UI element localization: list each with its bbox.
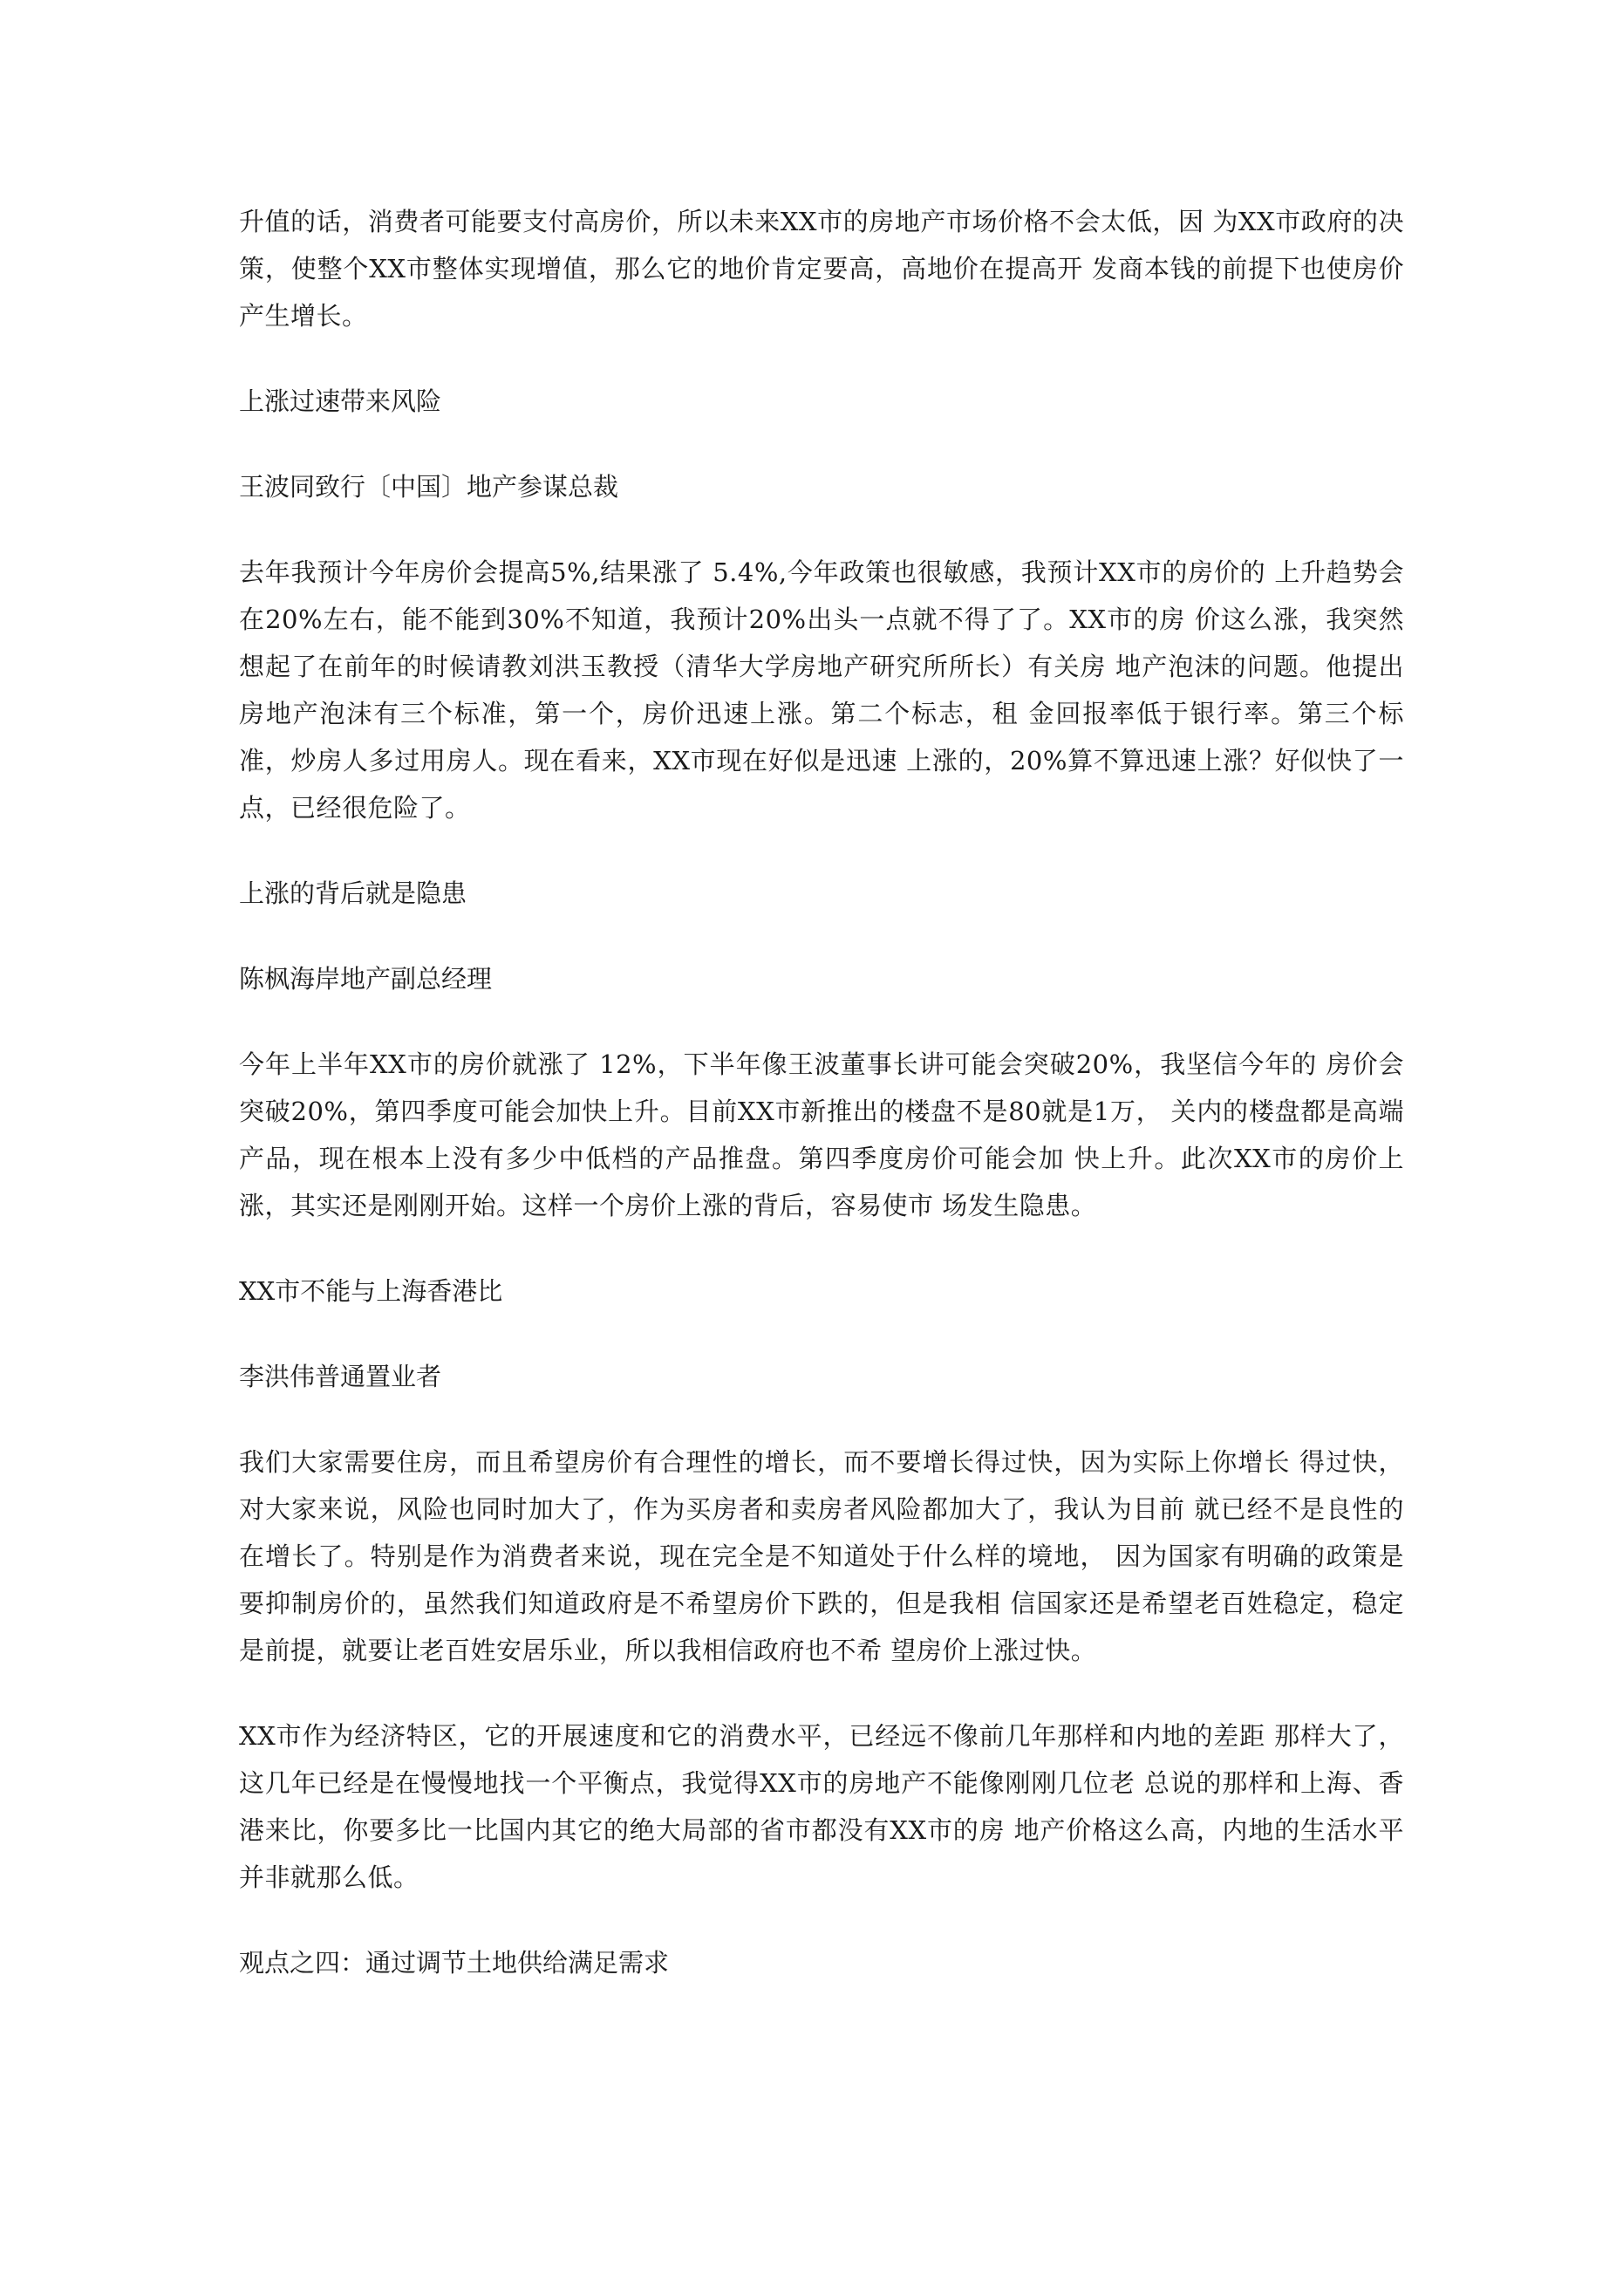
li-hongwei-paragraph-2: XX市作为经济特区，它的开展速度和它的消费水平，已经远不像前几年那样和内地的差距 那样大了，这几年已经是在慢慢地找一个平衡点，我觉得XX市的房地产不能像刚刚几位老 总说的那样和上海、香港来比，你要多比一比国内其它的绝大局部的省市都没有XX市的房 地产价格这么高，内地的生活水平并非就那么低。 xyxy=(239,1721,1404,1892)
chen-feng-paragraph: 今年上半年XX市的房价就涨了 12%，下半年像王波董事长讲可能会突破20%，我坚信今年的 房价会突破20%，第四季度可能会加快上升。目前XX市新推出的楼盘不是80就是1万， 关内的楼盘都是高端产品，现在根本上没有多少中低档的产品推盘。第四季度房价可能会加 快上升。此次XX市的房价上涨，其实还是刚刚开始。这样一个房价上涨的背后，容易使市 场发生隐患。 xyxy=(239,1049,1404,1220)
section-title-viewpoint-four: 观点之四：通过调节土地供给满足需求 xyxy=(239,1948,670,1978)
speaker-wang-bo: 王波同致行〔中国〕地产参谋总裁 xyxy=(239,472,619,502)
intro-paragraph: 升值的话，消费者可能要支付高房价，所以未来XX市的房地产市场价格不会太低，因 为XX市政府的决策，使整个XX市整体实现增值，那么它的地价肯定要高，高地价在提高开 发商本钱的前提下也使房价产生增长。 xyxy=(239,207,1404,331)
speaker-chen-feng: 陈枫海岸地产副总经理 xyxy=(239,964,493,994)
wang-bo-paragraph: 去年我预计今年房价会提高5%,结果涨了 5.4%,今年政策也很敏感，我预计XX市的房价的 上升趋势会在20%左右，能不能到30%不知道，我预计20%出头一点就不得了了。XX市的房 价这么涨，我突然想起了在前年的时候请教刘洪玉教授（清华大学房地产研究所所长）有关房 地产泡沫的问题。他提出房地产泡沫有三个标准，第一个，房价迅速上涨。第二个标志，租 金回报率低于银行率。第三个标准，炒房人多过用房人。现在看来，XX市现在好似是迅速 上涨的，20%算不算迅速上涨？好似快了一点，已经很危险了。 xyxy=(239,557,1404,823)
section-title-rising-risk: 上涨过速带来风险 xyxy=(239,386,442,416)
li-hongwei-paragraph-1: 我们大家需要住房，而且希望房价有合理性的增长，而不要增长得过快，因为实际上你增长 得过快，对大家来说，风险也同时加大了，作为买房者和卖房者风险都加大了，我认为目前 就已经不是良性的在增长了。特别是作为消费者来说，现在完全是不知道处于什么样的境地， 因为国家有明确的政策是要抑制房价的，虽然我们知道政府是不希望房价下跌的，但是我相 信国家还是希望老百姓稳定，稳定是前提，就要让老百姓安居乐业，所以我相信政府也不希 望房价上涨过快。 xyxy=(239,1447,1404,1665)
speaker-li-hongwei: 李洪伟普通置业者 xyxy=(239,1362,442,1391)
section-title-not-compare: XX市不能与上海香港比 xyxy=(239,1276,503,1306)
section-title-hidden-danger: 上涨的背后就是隐患 xyxy=(239,878,467,908)
document-content xyxy=(239,198,1404,1986)
